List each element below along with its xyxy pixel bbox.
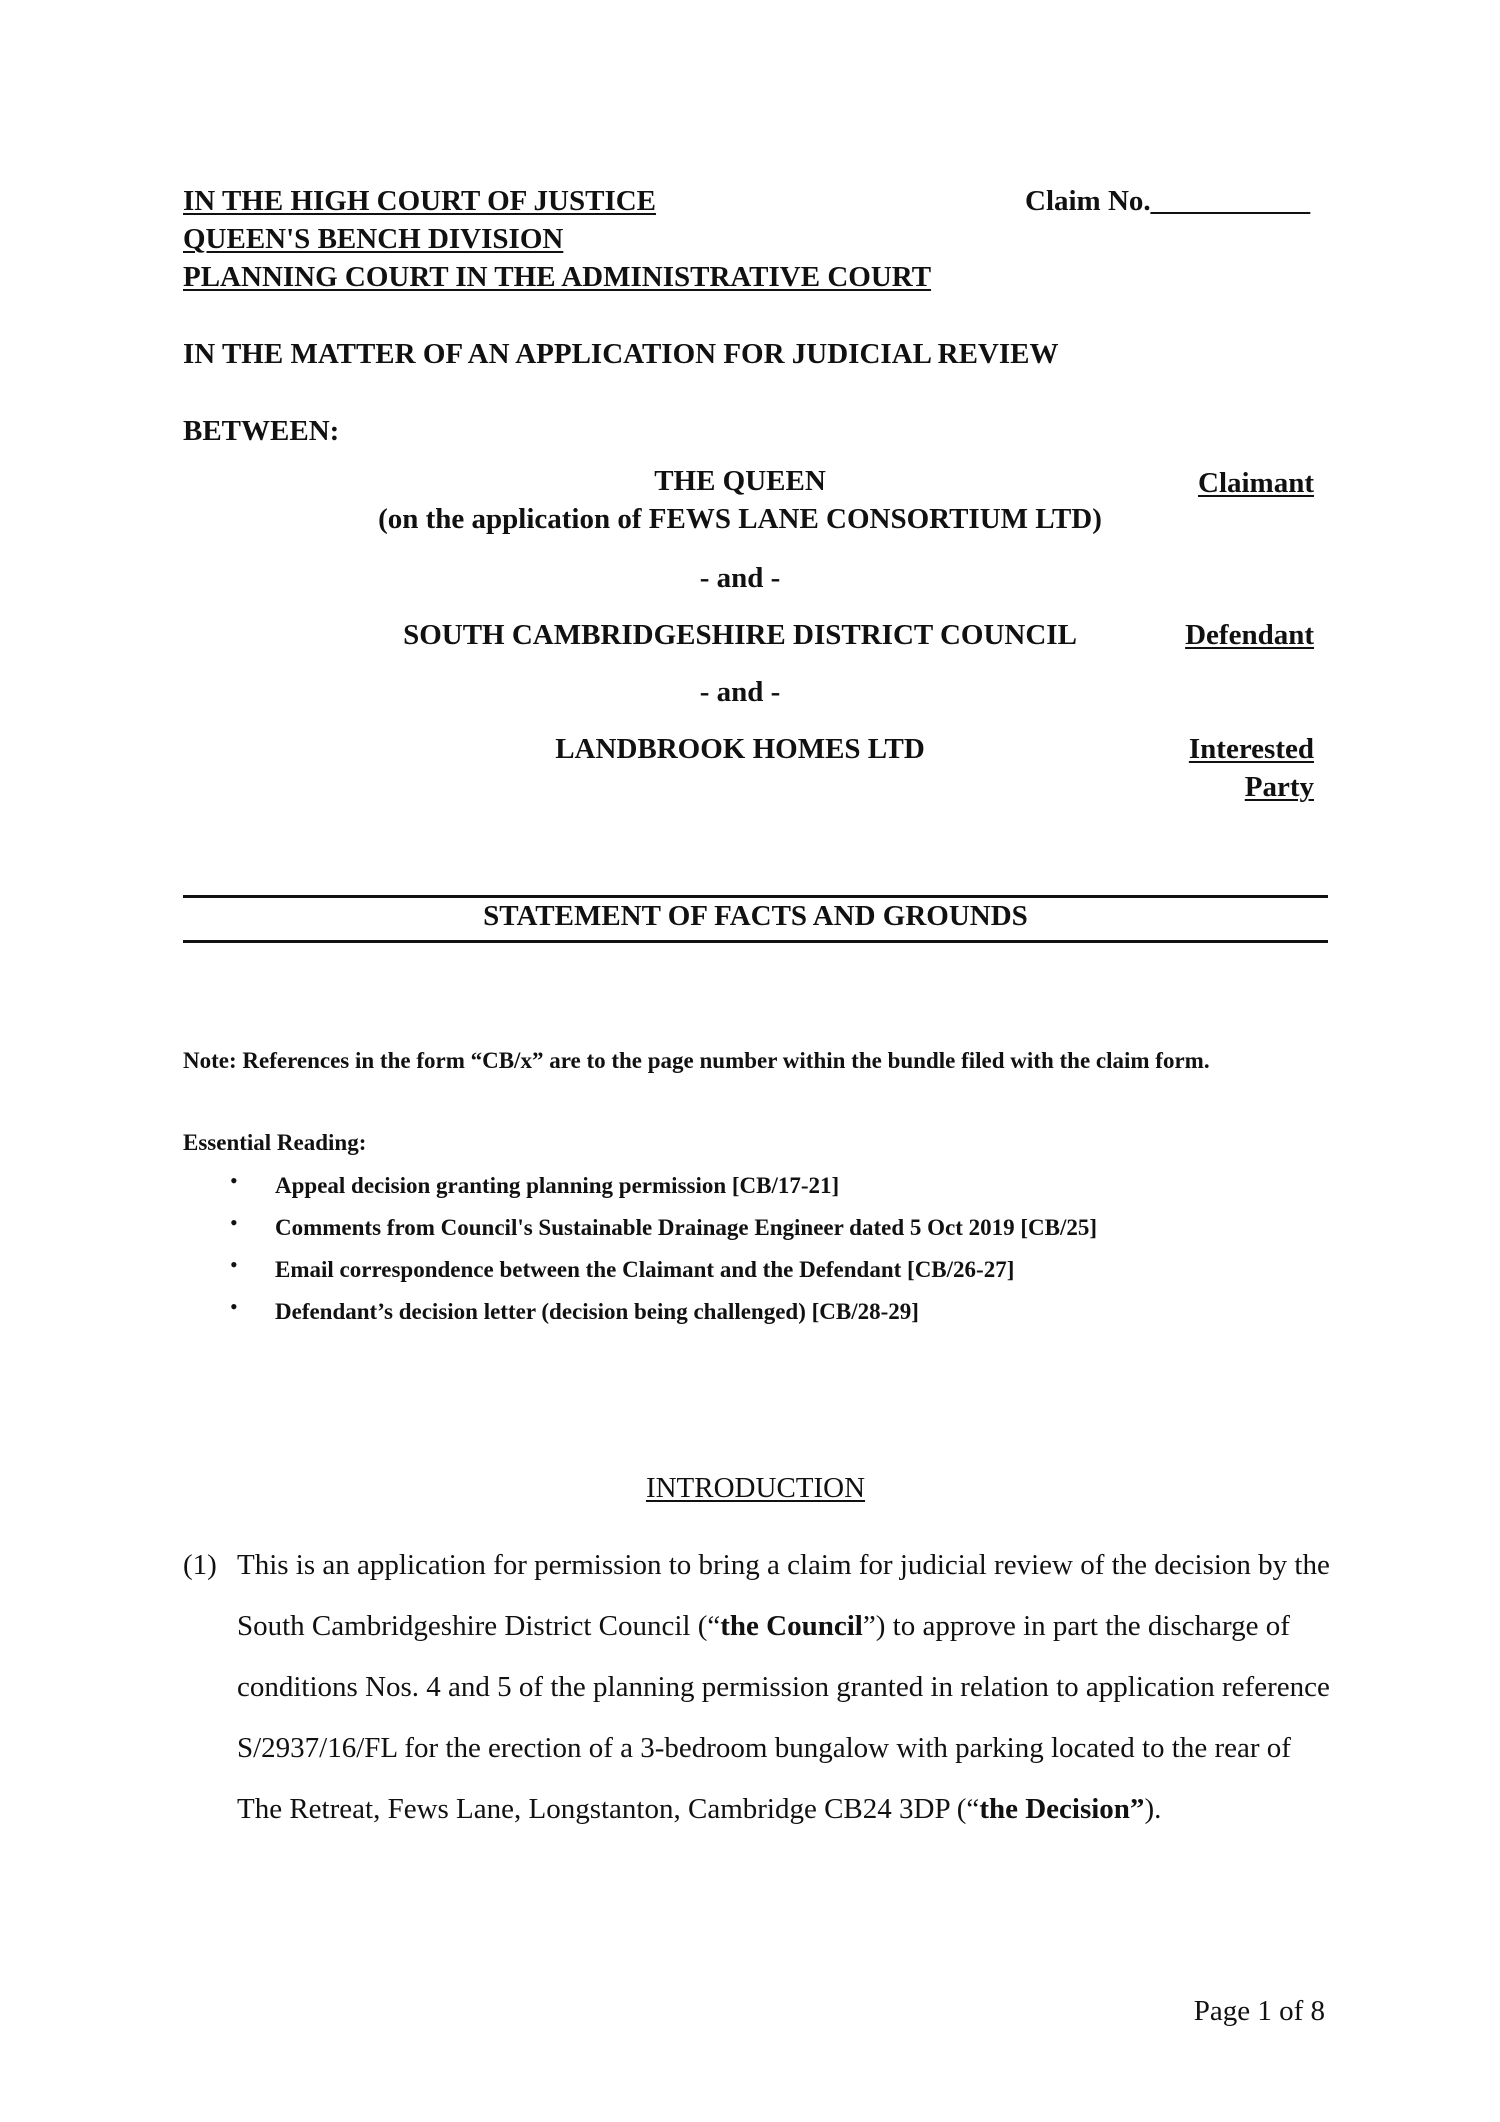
document-title: STATEMENT OF FACTS AND GROUNDS xyxy=(483,900,1028,932)
bullet-icon: • xyxy=(230,1210,238,1235)
page-number: Page 1 of 8 xyxy=(1193,1995,1325,2027)
and-separator: - and - xyxy=(699,562,781,594)
bullet-icon: • xyxy=(230,1294,238,1319)
claimant-name: THE QUEEN xyxy=(654,465,826,497)
defined-term-council: the Council xyxy=(720,1610,863,1642)
list-item: • Comments from Council's Sustainable Drainage Engineer dated 5 Oct 2019 [CB/25] xyxy=(225,1207,1097,1249)
between-label: BETWEEN: xyxy=(183,415,340,447)
references-note: Note: References in the form “CB/x” are to the page number within the bundle filed with the claim form. xyxy=(183,1048,1210,1073)
defendant-role: Defendant xyxy=(1185,619,1314,651)
bullet-icon: • xyxy=(230,1168,238,1193)
claimant-subtitle: (on the application of FEWS LANE CONSORTIUM LTD) xyxy=(378,503,1102,535)
list-item: • Defendant’s decision letter (decision being challenged) [CB/28-29] xyxy=(225,1291,1097,1333)
list-item: • Appeal decision granting planning permission [CB/17-21] xyxy=(225,1165,1097,1207)
paragraph-number: (1) xyxy=(183,1549,217,1581)
list-item: • Email correspondence between the Claimant and the Defendant [CB/26-27] xyxy=(225,1249,1097,1291)
defendant-name: SOUTH CAMBRIDGESHIRE DISTRICT COUNCIL xyxy=(403,619,1077,651)
court-division: QUEEN'S BENCH DIVISION xyxy=(183,223,564,255)
title-rule-top xyxy=(183,895,1328,898)
court-subdivision: PLANNING COURT IN THE ADMINISTRATIVE COURT xyxy=(183,261,932,293)
introduction-heading: INTRODUCTION xyxy=(645,1472,866,1504)
claim-number: Claim No.___________ xyxy=(1025,185,1311,217)
and-separator: - and - xyxy=(699,676,781,708)
bullet-icon: • xyxy=(230,1252,238,1277)
title-rule-bottom xyxy=(183,940,1328,943)
interested-party-name: LANDBROOK HOMES LTD xyxy=(555,733,925,765)
paragraph-body: This is an application for permission to bring a claim for judicial review of the decision by the South Cambridgeshire District Council (“the Council”) to approve in part the discharge of conditions Nos. 4 and 5 of the planning permission granted in relation to application reference S/2937/16/FL for the erection of a 3-bedroom bungalow with parking located to the rear of The Retreat, Fews Lane, Longstanton, Cambridge CB24 3DP (“the Decision”). xyxy=(237,1549,1330,1825)
defined-term-decision: the Decision” xyxy=(979,1793,1145,1825)
court-name: IN THE HIGH COURT OF JUSTICE xyxy=(183,185,657,217)
paragraph-1 xyxy=(183,1535,1333,1840)
matter-heading: IN THE MATTER OF AN APPLICATION FOR JUDICIAL REVIEW xyxy=(183,338,1059,370)
essential-reading-list xyxy=(225,1165,1097,1333)
claimant-role: Claimant xyxy=(1198,467,1314,499)
interested-party-role: Interested xyxy=(1188,733,1314,765)
essential-reading-heading: Essential Reading: xyxy=(183,1130,367,1155)
interested-party-role: Party xyxy=(1244,771,1314,803)
